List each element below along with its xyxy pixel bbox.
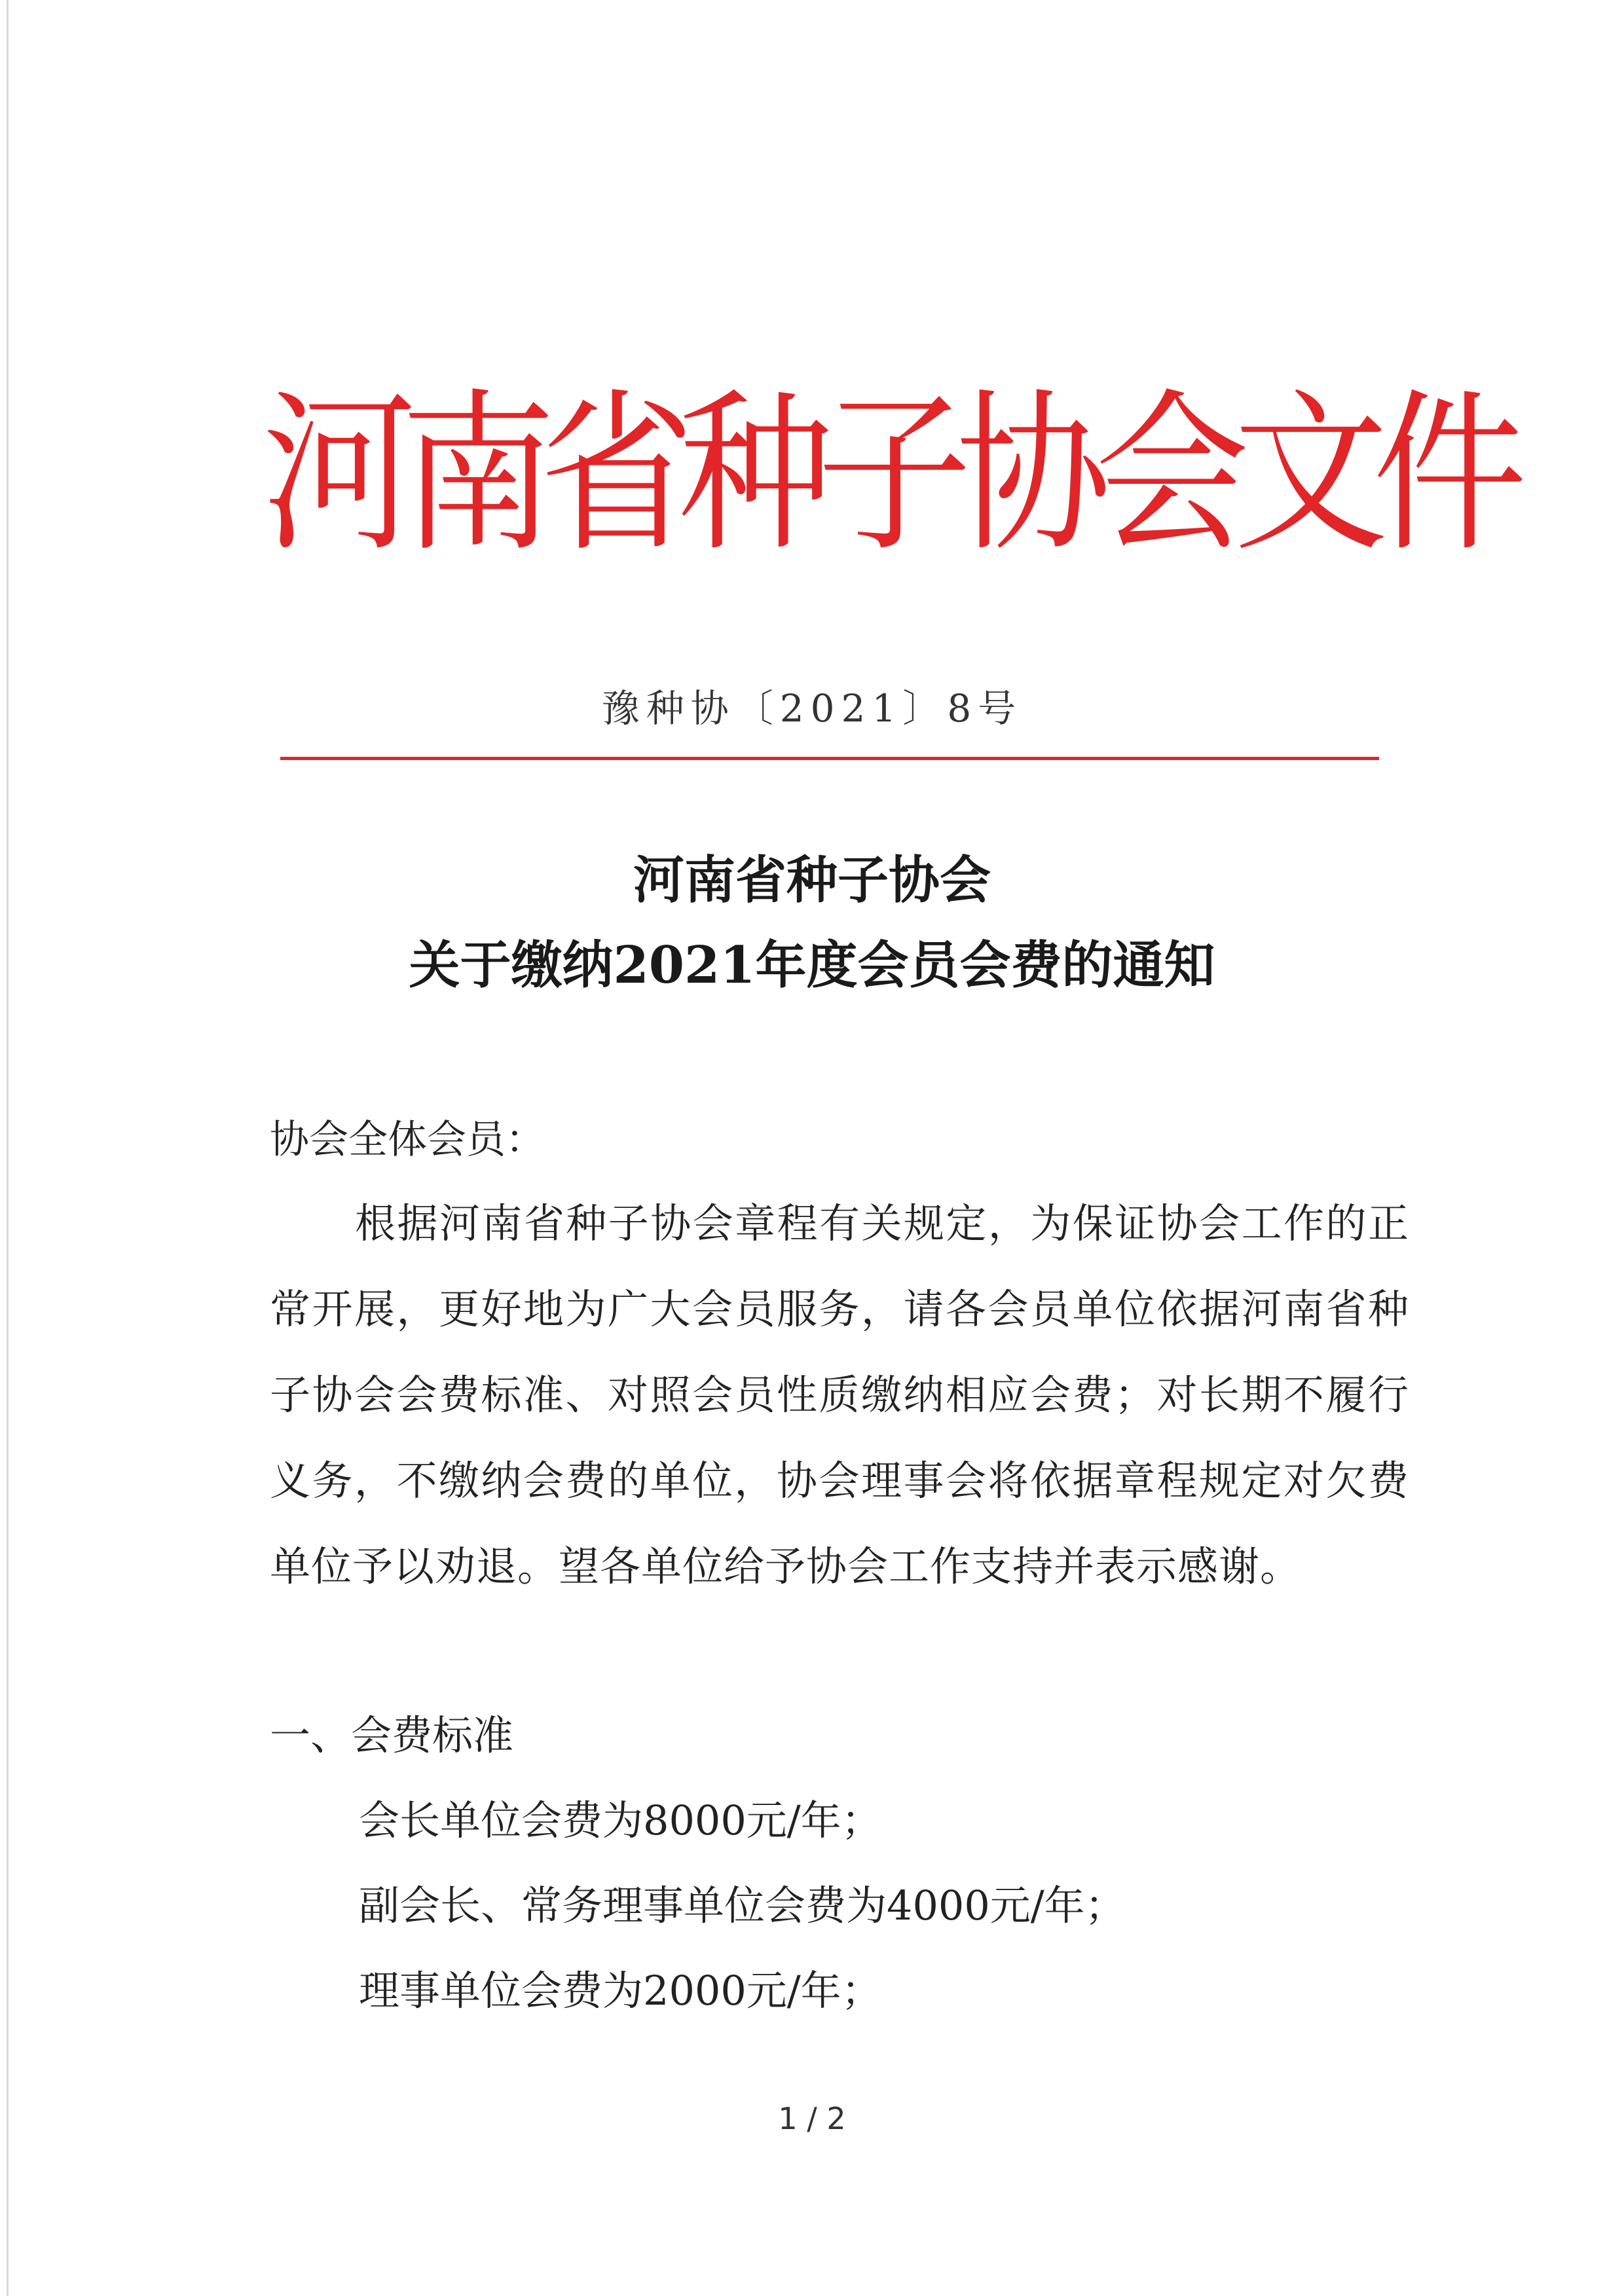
notice-title-line1: 河南省种子协会	[633, 850, 991, 910]
section-heading-fee-standard: 一、会费标准	[270, 1711, 514, 1759]
scan-edge-line	[7, 0, 9, 2296]
salutation: 协会全体会员：	[270, 1117, 545, 1163]
document-masthead: 河南省种子协会文件	[262, 373, 1512, 575]
fee-item-director: 理事单位会费为2000元/年；	[359, 1967, 882, 2014]
page-number: 1 / 2	[778, 2101, 846, 2136]
notice-title-line2: 关于缴纳2021年度会员会费的通知	[409, 936, 1215, 995]
fee-item-vice-president: 副会长、常务理事单位会费为4000元/年；	[359, 1882, 1126, 1929]
red-divider-line	[280, 757, 1379, 760]
body-paragraph: 根据河南省种子协会章程有关规定，为保证协会工作的正常开展，更好地为广大会员服务，请各会员单位依据河南省种子协会会费标准、对照会员性质缴纳相应会费；对长期不履行义务，不缴纳会费的单位，协会理事会将依据章程规定对欠费单位予以劝退。望各单位给予协会工作支持并表示感谢。	[270, 1199, 1409, 1590]
document-number: 豫种协〔2021〕8号	[601, 686, 1023, 731]
fee-item-president: 会长单位会费为8000元/年；	[359, 1796, 882, 1844]
